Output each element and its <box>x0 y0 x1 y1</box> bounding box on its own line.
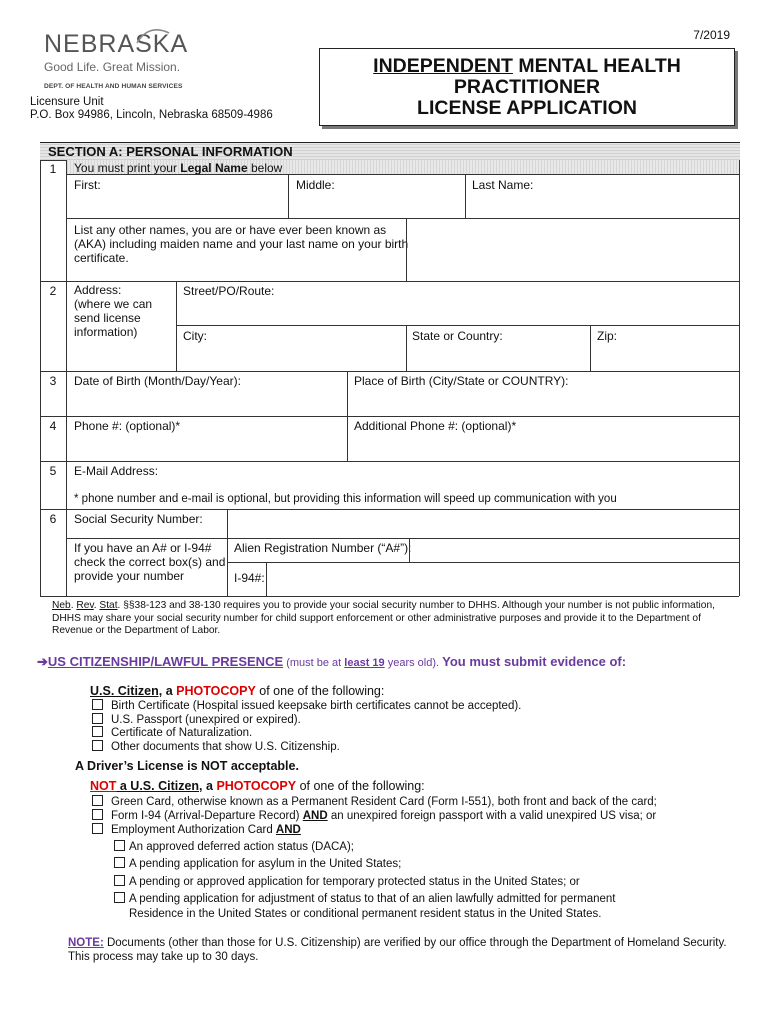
us-item-1 <box>92 699 521 713</box>
email-field[interactable] <box>67 462 738 488</box>
aka-line-2: (AKA) including maiden name and your last name on your birth <box>74 237 409 251</box>
address-line-3: send license <box>74 311 141 325</box>
checkbox-icon[interactable] <box>92 699 103 710</box>
alien-instr-line-3: provide your number <box>74 569 185 583</box>
checkbox-icon[interactable] <box>114 857 125 868</box>
a-word: a <box>162 684 177 698</box>
us-item-2 <box>92 713 301 727</box>
not-item-1-text: Green Card, otherwise known as a Permanent Resident Card (Form I-551), both front and back of the card; <box>111 796 657 808</box>
border-right <box>739 160 740 596</box>
not-citizen-heading <box>90 779 425 793</box>
us-item-4-text: Other documents that show U.S. Citizenship. <box>111 741 340 753</box>
last-name-field[interactable] <box>466 175 738 217</box>
mailing-address: P.O. Box 94986, Lincoln, Nebraska 68509-4986 <box>30 109 273 121</box>
not-item-2a-text: Form I-94 (Arrival-Departure Record) <box>111 810 303 822</box>
aka-field[interactable] <box>407 219 738 280</box>
form-revision-date: 7/2019 <box>693 28 730 42</box>
checkbox-icon[interactable] <box>92 713 103 724</box>
and-word-2: AND <box>275 824 301 836</box>
us-item-1-text: Birth Certificate (Hospital issued keepsake birth certificates cannot be accepted). <box>111 700 522 712</box>
alien-number-label: Alien Registration Number (“A#”): <box>234 541 412 555</box>
us-citizen-heading <box>90 684 384 698</box>
phone2-label: Additional Phone #: (optional)* <box>354 419 517 433</box>
row-number-4: 4 <box>49 419 57 433</box>
drivers-license-note: A Driver’s License is NOT acceptable. <box>75 759 299 773</box>
citizenship-heading: US CITIZENSHIP/LAWFUL PRESENCE <box>47 654 284 669</box>
phone-field[interactable] <box>67 417 346 460</box>
note-text-2: This process may take up to 30 days. <box>68 951 259 963</box>
checkbox-icon[interactable] <box>114 840 125 851</box>
statute-line-2: DHHS may share your social security number for child support enforcement or other administrative purposes and provide it to the Department of <box>52 612 701 624</box>
pob-field[interactable] <box>348 372 738 416</box>
first-name-label: First: <box>74 178 101 192</box>
zip-label: Zip: <box>597 329 618 343</box>
checkbox-icon[interactable] <box>92 726 103 737</box>
statute-rest: . §§38-123 and 38-130 requires you to provide your social security number to DHHS. Although your number is not public information, <box>117 600 715 611</box>
photocopy-word-2: PHOTOCOPY <box>216 779 297 793</box>
not-item-1 <box>92 795 657 809</box>
phone-label: Phone #: (optional)* <box>74 419 181 433</box>
dob-label: Date of Birth (Month/Day/Year): <box>74 374 241 388</box>
of-following: of one of the following: <box>255 684 385 698</box>
dob-field[interactable] <box>67 372 346 416</box>
age-post: years old). <box>384 657 443 669</box>
aka-line-1: List any other names, you are or have ever been known as <box>74 223 387 237</box>
legal-name-instruction <box>74 161 282 175</box>
checkbox-icon[interactable] <box>114 875 125 886</box>
note-label: NOTE: <box>68 937 104 949</box>
checkbox-icon[interactable] <box>92 795 103 806</box>
nebraska-logo-swoosh-icon <box>135 25 171 47</box>
dept-name: DEPT. OF HEALTH AND HUMAN SERVICES <box>44 83 183 90</box>
not-word: NOT <box>90 779 117 793</box>
ssn-field[interactable] <box>228 510 738 537</box>
sub-item-1 <box>114 840 354 854</box>
not-citizen-label: a U.S. Citizen, <box>116 779 203 793</box>
photocopy-word: PHOTOCOPY <box>176 684 256 698</box>
arrow-icon: ➔ <box>37 654 48 669</box>
us-citizen-label: U.S. Citizen, <box>90 684 163 698</box>
us-item-3-text: Certificate of Naturalization. <box>111 727 253 739</box>
address-label <box>74 283 152 339</box>
city-field[interactable] <box>177 326 405 370</box>
statute-line-3: Revenue or the Department of Labor. <box>52 625 221 636</box>
nebraska-logo-text: NEBRASKA <box>44 30 189 58</box>
row-number-2: 2 <box>49 284 57 298</box>
checkbox-icon[interactable] <box>92 823 103 834</box>
title-line-1 <box>320 56 734 77</box>
title-underlined-word: INDEPENDENT <box>373 55 513 77</box>
sub-item-4-text: A pending application for adjustment of status to that of an alien lawfully admitted for permanent <box>129 893 616 905</box>
sub-item-3 <box>114 875 580 889</box>
of-following-2: of one of the following: <box>296 779 425 793</box>
statute-neb: Neb <box>52 600 71 611</box>
sub-item-1-text: An approved deferred action status (DACA); <box>129 841 355 853</box>
statute-rev: Rev <box>76 600 94 611</box>
us-item-2-text: U.S. Passport (unexpired or expired). <box>111 714 301 726</box>
sub-item-4-cont: Residence in the United States or conditional permanent resident status in the United States. <box>129 908 602 920</box>
statute-stat: Stat <box>99 600 118 611</box>
aka-instructions <box>74 223 408 265</box>
state-field[interactable] <box>407 326 589 370</box>
title-line-2: PRACTITIONER <box>453 76 601 98</box>
statute-note <box>52 600 742 638</box>
optional-note: * phone number and e-mail is optional, but providing this information will speed up communication with you <box>74 493 617 505</box>
row-number-6: 6 <box>49 512 57 526</box>
legal-bold: Legal Name <box>180 161 248 175</box>
rule <box>40 596 739 597</box>
zip-field[interactable] <box>591 326 738 370</box>
i94-field[interactable] <box>267 563 738 595</box>
alien-number-field[interactable] <box>410 539 738 561</box>
note-line-1 <box>68 936 727 950</box>
i94-label: I-94#: <box>234 571 265 585</box>
phone2-field[interactable] <box>348 417 738 460</box>
checkbox-icon[interactable] <box>114 892 125 903</box>
street-label: Street/PO/Route: <box>183 284 275 298</box>
aka-line-3: certificate. <box>74 251 129 265</box>
section-a-form <box>40 142 740 641</box>
address-line-4: information) <box>74 325 138 339</box>
title-rest: MENTAL HEALTH <box>512 55 681 77</box>
row-number-3: 3 <box>49 374 57 388</box>
state-label: State or Country: <box>412 329 503 343</box>
sub-item-3-text: A pending or approved application for temporary protected status in the United States; or <box>129 876 580 888</box>
pob-label: Place of Birth (City/State or COUNTRY): <box>354 374 569 388</box>
checkbox-icon[interactable] <box>92 740 103 751</box>
sub-item-2-text: A pending application for asylum in the United States; <box>129 858 402 870</box>
sub-item-2 <box>114 857 401 871</box>
us-item-4 <box>92 740 340 754</box>
first-name-field[interactable] <box>67 175 287 217</box>
age-pre: (must be at <box>283 657 345 669</box>
city-label: City: <box>183 329 207 343</box>
middle-name-field[interactable] <box>289 175 464 217</box>
not-item-2b-text: an unexpired foreign passport with a valid unexpired US visa; or <box>327 810 657 822</box>
not-item-3 <box>92 823 301 837</box>
licensure-unit: Licensure Unit <box>30 96 104 108</box>
address-line-1: Address: <box>74 283 122 297</box>
note-text-1: Documents (other than those for U.S. Citizenship) are verified by our office through the Department of Homeland Security. <box>103 937 727 949</box>
legal-suffix: below <box>247 161 283 175</box>
email-label: E-Mail Address: <box>74 464 159 478</box>
citizenship-heading-line <box>37 654 626 670</box>
logo-tagline: Good Life. Great Mission. <box>44 60 181 74</box>
alien-instr-line-2: check the correct box(s) and <box>74 555 226 569</box>
middle-name-label: Middle: <box>296 178 335 192</box>
dhs-note <box>68 936 727 964</box>
title-line-3: LICENSE APPLICATION <box>417 97 637 119</box>
us-item-3 <box>92 726 252 740</box>
evidence-text: You must submit evidence of: <box>442 654 627 669</box>
legal-prefix: You must print your <box>74 161 181 175</box>
street-field[interactable] <box>177 282 738 324</box>
form-title-box <box>319 48 735 126</box>
age-bold: least 19 <box>344 657 385 669</box>
alien-instructions <box>74 541 225 583</box>
and-word: AND <box>302 810 328 822</box>
address-line-2: (where we can <box>74 297 153 311</box>
row-number-1: 1 <box>49 162 57 176</box>
section-a-title: SECTION A: PERSONAL INFORMATION <box>48 144 293 159</box>
last-name-label: Last Name: <box>472 178 534 192</box>
alien-instr-line-1: If you have an A# or I-94# <box>74 541 212 555</box>
a-word-2: a <box>202 779 217 793</box>
sub-item-4 <box>114 892 616 906</box>
not-item-2 <box>92 809 656 823</box>
checkbox-icon[interactable] <box>92 809 103 820</box>
ssn-label: Social Security Number: <box>74 512 203 526</box>
statute-line-1: Neb. Rev. Stat. §§38-123 and 38-130 requires you to provide your social security number to DHHS. Although your number is not public information, <box>52 600 715 611</box>
row-number-5: 5 <box>49 464 57 478</box>
not-item-3-text: Employment Authorization Card <box>111 824 276 836</box>
section-a-header <box>40 143 740 161</box>
